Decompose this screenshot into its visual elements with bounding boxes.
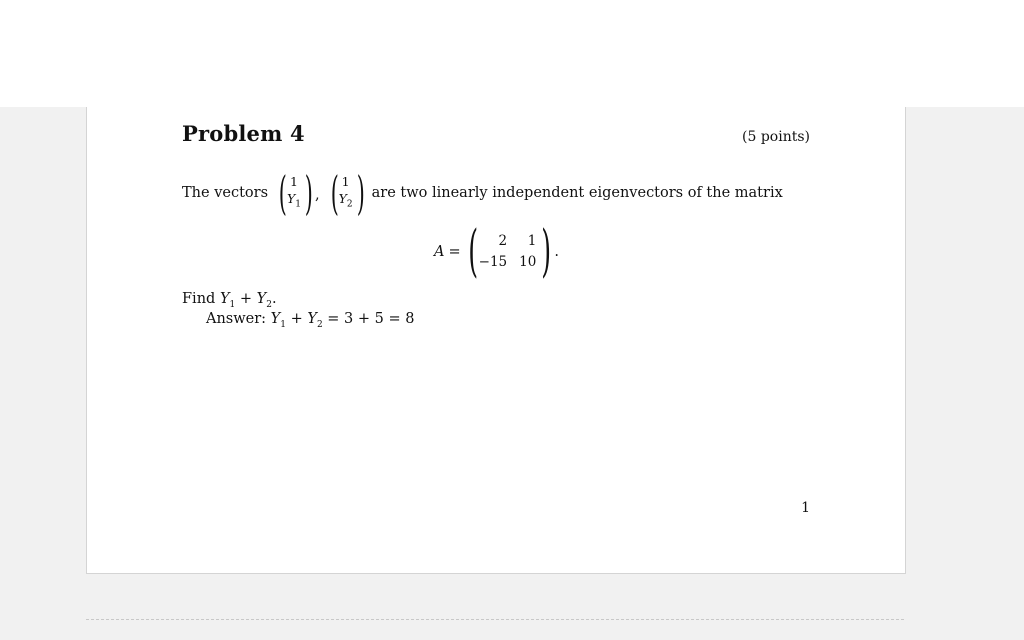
- answer-line: Answer: $Y_1 + Y_2 = 3 + 5 = 8$: [206, 311, 415, 330]
- problem-statement: [182, 166, 783, 220]
- left-paren: (: [278, 166, 287, 220]
- vector-comma: ,: [315, 187, 320, 203]
- right-paren: ): [356, 166, 365, 220]
- matrix-right-paren: ): [541, 219, 552, 284]
- left-paren: (: [330, 166, 339, 220]
- matrix-cell: 2: [498, 233, 508, 249]
- find-line: Find $Y_1 + Y_2$.: [182, 291, 277, 310]
- vector-2: [328, 166, 365, 220]
- equals-sign: =: [448, 244, 461, 260]
- vector-1: [276, 166, 313, 220]
- document-page: [86, 107, 906, 574]
- vector-1-top: 1: [290, 173, 298, 189]
- matrix-period: .: [554, 244, 559, 260]
- problem-points: (5 points): [742, 129, 810, 145]
- page-number: 1: [801, 500, 810, 516]
- right-paren: ): [304, 166, 313, 220]
- matrix-cell: 10: [519, 254, 537, 270]
- matrix-name: A: [434, 244, 445, 260]
- matrix-equation: [434, 219, 559, 284]
- matrix-left-paren: (: [467, 219, 478, 284]
- matrix-cell: 1: [527, 233, 537, 249]
- matrix-entries: [477, 232, 539, 272]
- vector-2-top: 1: [341, 173, 350, 189]
- problem-title: Problem 4: [182, 121, 305, 146]
- next-page-edge: [86, 619, 904, 620]
- vector-2-bottom: $Y_2$: [338, 190, 353, 210]
- matrix-cell: −15: [478, 254, 508, 270]
- intro-text: The vectors: [182, 185, 269, 201]
- vector-1-bottom: $Y_1$: [287, 190, 302, 210]
- statement-tail: are two linearly independent eigenvectors of the matrix: [371, 185, 783, 201]
